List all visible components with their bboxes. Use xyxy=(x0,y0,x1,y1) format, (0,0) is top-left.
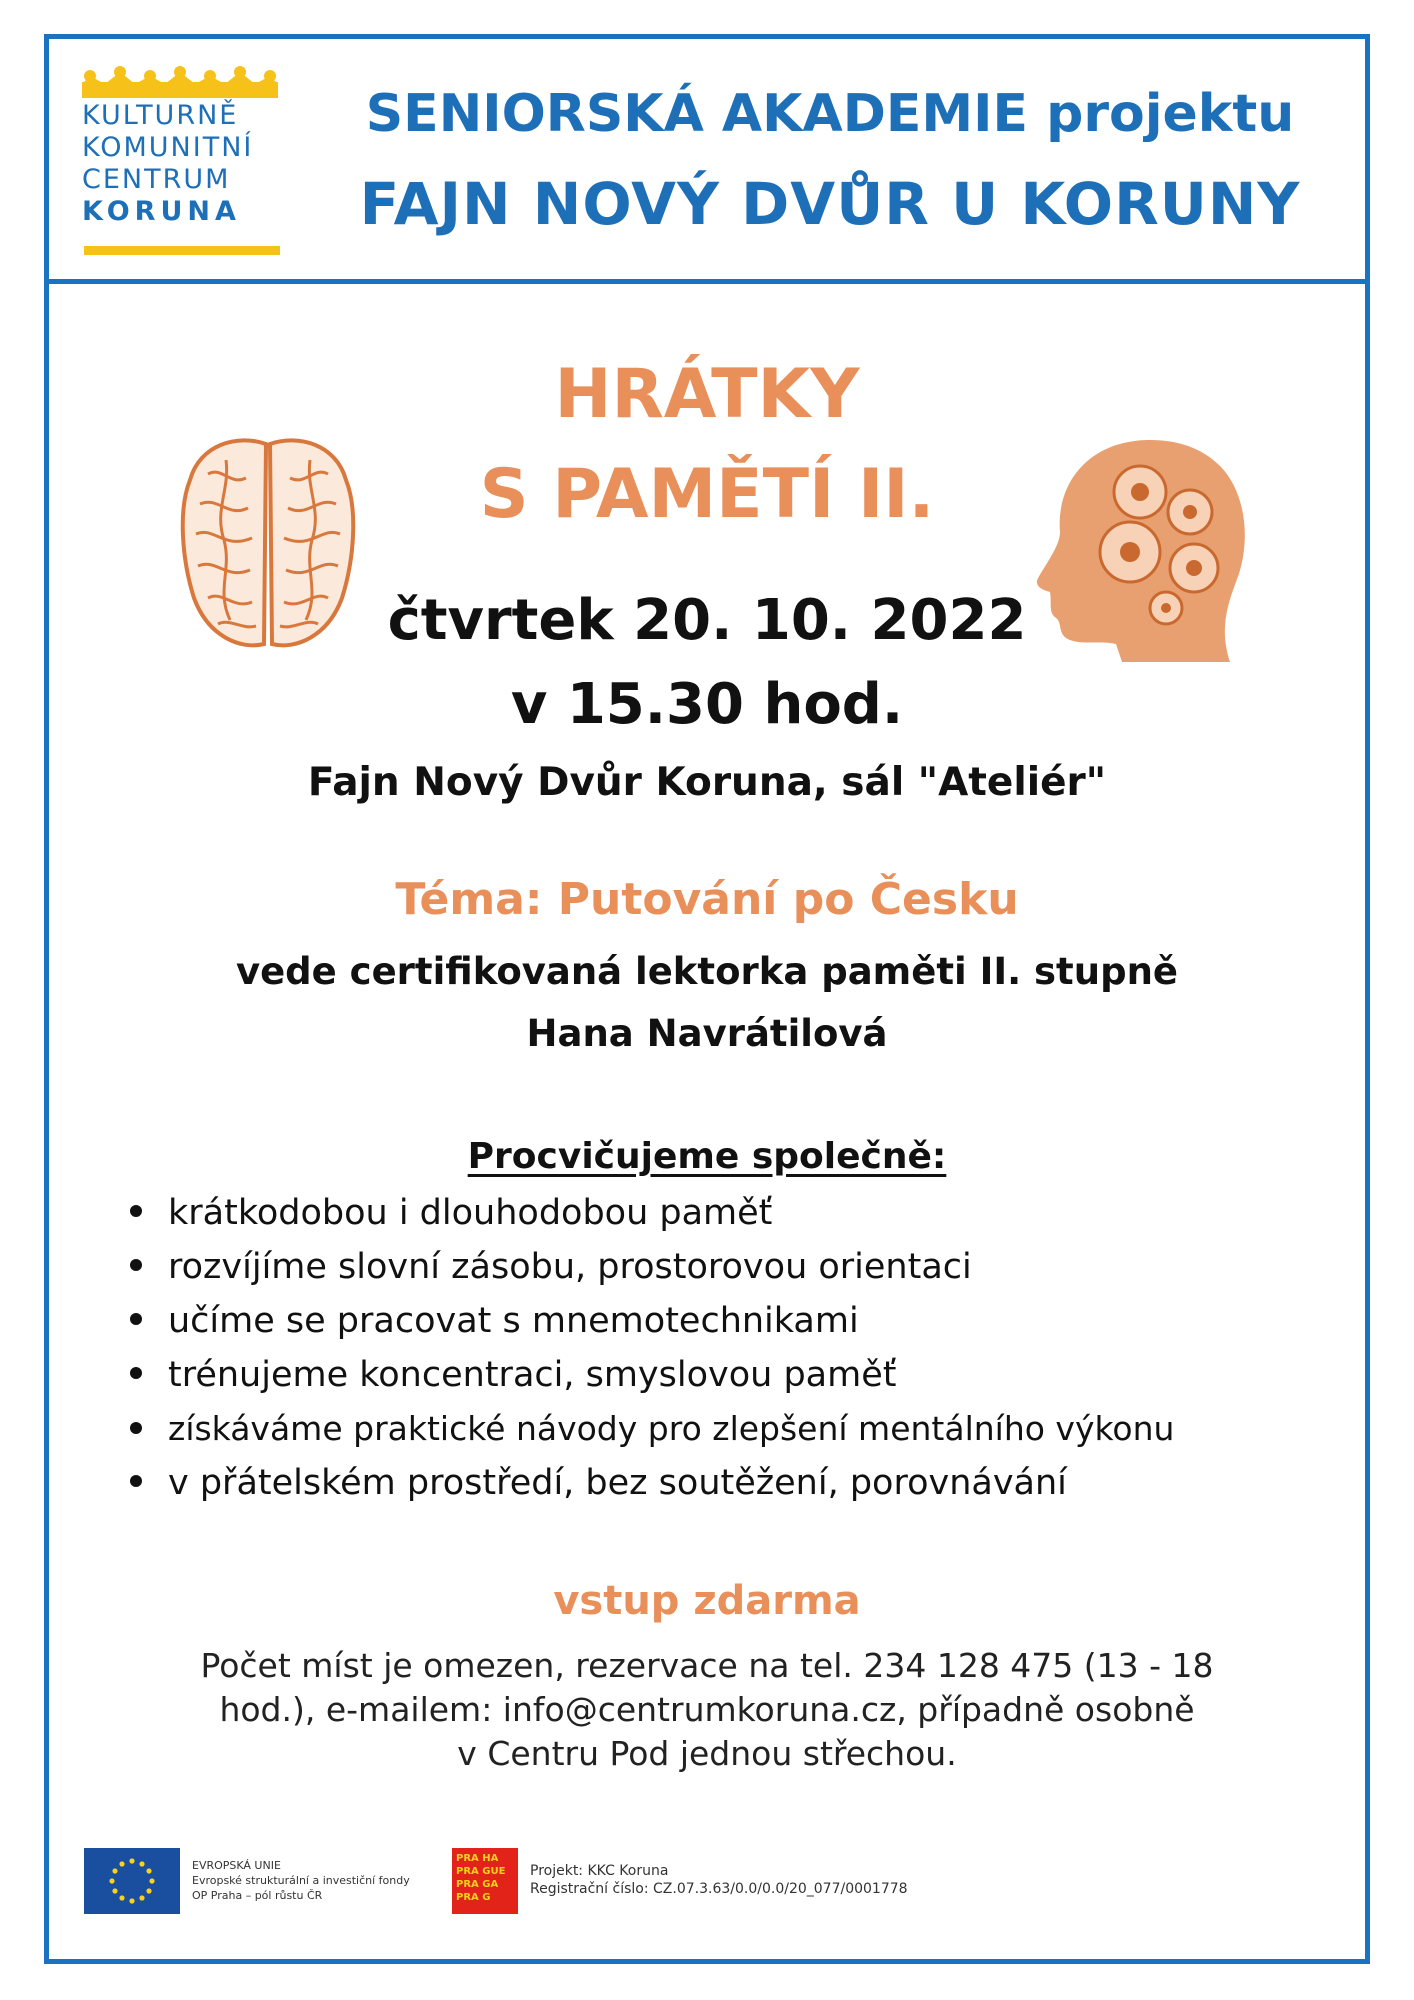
logo-line-3: CENTRUM xyxy=(82,164,231,195)
list-item-text: krátkodobou i dlouhodobou paměť xyxy=(168,1193,773,1233)
project-info xyxy=(530,1862,908,1898)
eu-line-2: Evropské strukturální a investiční fondy xyxy=(192,1874,410,1887)
praha-logo-line: PRA G xyxy=(456,1892,491,1903)
event-time: v 15.30 hod. xyxy=(510,672,904,737)
bullet-icon xyxy=(130,1367,142,1379)
header-line-2: FAJN NOVÝ DVŮR U KORUNY xyxy=(359,170,1301,238)
event-date: čtvrtek 20. 10. 2022 xyxy=(387,588,1027,653)
header-line-1: SENIORSKÁ AKADEMIE projektu xyxy=(365,84,1295,144)
lecturer-name: Hana Navrátilová xyxy=(526,1012,888,1055)
event-title-line-2: S PAMĚTÍ II. xyxy=(479,455,935,534)
bullet-icon xyxy=(130,1313,142,1325)
reservation-line-1: Počet míst je omezen, rezervace na tel. 234 128 475 (13 - 18 xyxy=(200,1646,1214,1685)
kkc-koruna-logo xyxy=(78,66,283,256)
list-item-text: trénujeme koncentraci, smyslovou paměť xyxy=(168,1355,897,1395)
list-item xyxy=(118,1348,1174,1402)
list-item-text: získáváme praktické návody pro zlepšení mentálního výkonu xyxy=(168,1409,1175,1448)
bullet-icon xyxy=(130,1259,142,1271)
praha-logo xyxy=(452,1848,518,1914)
lecturer-description: vede certifikovaná lektorka paměti II. stupně xyxy=(235,950,1179,993)
bullet-icon xyxy=(130,1422,142,1434)
logo-line-1: KULTURNĚ xyxy=(82,100,239,131)
list-item-text: učíme se pracovat s mnemotechnikami xyxy=(168,1301,859,1341)
praha-logo-line: PRA GUE xyxy=(456,1866,506,1877)
bullet-icon xyxy=(130,1475,142,1487)
reservation-line-2: hod.), e-mailem: info@centrumkoruna.cz, případně osobně xyxy=(219,1690,1195,1729)
event-topic: Téma: Putování po Česku xyxy=(395,874,1019,925)
bullet-icon xyxy=(130,1205,142,1217)
list-item xyxy=(118,1294,1174,1348)
header-divider xyxy=(44,279,1370,284)
list-item-text: rozvíjíme slovní zásobu, prostorovou orientaci xyxy=(168,1247,972,1287)
list-item xyxy=(118,1456,1174,1510)
logo-line-4: KORUNA xyxy=(82,196,241,227)
event-venue: Fajn Nový Dvůr Koruna, sál "Ateliér" xyxy=(307,760,1107,805)
list-item xyxy=(118,1402,1174,1456)
practice-heading: Procvičujeme společně: xyxy=(467,1136,947,1177)
list-item-text: v přátelském prostředí, bez soutěžení, porovnávání xyxy=(168,1463,1067,1503)
event-title-line-1: HRÁTKY xyxy=(554,355,860,434)
eu-line-3: OP Praha – pól růstu ČR xyxy=(192,1889,323,1902)
logo-line-2: KOMUNITNÍ xyxy=(82,132,254,163)
eu-funding-text xyxy=(192,1858,410,1903)
list-item xyxy=(118,1240,1174,1294)
praha-logo-line: PRA HA xyxy=(456,1853,499,1864)
eu-flag-icon xyxy=(84,1848,180,1914)
praha-logo-line: PRA GA xyxy=(456,1879,499,1890)
eu-line-1: EVROPSKÁ UNIE xyxy=(192,1859,281,1872)
project-name: Projekt: KKC Koruna xyxy=(530,1863,669,1879)
practice-list xyxy=(118,1186,1174,1510)
crown-icon xyxy=(78,66,283,100)
free-entry: vstup zdarma xyxy=(553,1578,861,1624)
logo-underline xyxy=(84,246,280,255)
list-item xyxy=(118,1186,1174,1240)
registration-number: Registrační číslo: CZ.07.3.63/0.0/0.0/20_077/0001778 xyxy=(530,1881,908,1897)
reservation-line-3: v Centru Pod jednou střechou. xyxy=(457,1734,957,1773)
